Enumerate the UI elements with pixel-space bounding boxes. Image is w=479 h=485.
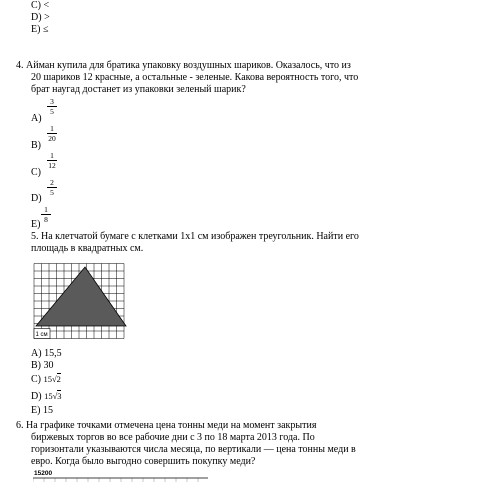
q5-option-c: C) 15√2 [31, 374, 61, 385]
q5-option-c-coef: 15 [43, 374, 52, 384]
option-e-top: E) ≤ [31, 24, 49, 35]
q5-option-a: A) 15,5 [31, 348, 62, 359]
q4-option-c-label: C) [31, 167, 41, 178]
q6-line-1: 6. На графике точками отмечена цена тонны меди на момент закрытия [16, 420, 317, 431]
q4-option-d-fraction: 2 5 [46, 178, 58, 197]
q5-option-d-root: 3 [57, 391, 62, 401]
q4-option-b-fraction: 1 20 [48, 124, 56, 143]
q5-option-b: B) 30 [31, 360, 54, 371]
q4-option-d-label: D) [31, 193, 42, 204]
q6-line-3: горизонтали указываются числа месяца, по вертикали — цена тонны меди в [31, 444, 356, 455]
option-c-top: C) < [31, 0, 50, 11]
sqrt-sign: √ [52, 391, 58, 401]
q5-line-1: 5. На клетчатой бумаге с клетками 1x1 см изображен треугольник. Найти его [31, 231, 359, 242]
graph-y-label: 15200 [34, 470, 53, 477]
q4-option-c-fraction: 1 12 [48, 151, 56, 170]
q4-option-e-fraction: 1 8 [40, 205, 52, 224]
q4-line-2: 20 шариков 12 красные, а остальные - зеленые. Какова вероятность того, что [31, 72, 359, 83]
triangle-shape [36, 267, 126, 326]
sqrt-sign: √ [52, 374, 57, 384]
q5-option-c-root: 2 [56, 374, 61, 384]
triangle-grid-figure [33, 261, 129, 341]
q4-option-a-label: A) [31, 113, 42, 124]
q6-line-4: евро. Когда было выгодно совершить покупку меди? [31, 456, 256, 467]
graph-grid [33, 478, 208, 482]
option-d-top: D) > [31, 12, 50, 23]
scale-label: 1 см [35, 332, 48, 338]
copper-price-graph [33, 474, 208, 480]
q5-line-2: площадь в квадратных см. [31, 243, 144, 254]
q4-option-a-fraction: 3 5 [46, 97, 58, 116]
q5-option-d-coef: 15 [44, 391, 53, 401]
triangle-grid-svg [33, 261, 129, 341]
q4-line-1: 4. Айман купила для братика упаковку воздушных шариков. Оказалось, что из [16, 60, 351, 71]
q4-line-3: брат наугад достанет из упаковки зеленый шарик? [31, 84, 246, 95]
q4-option-e-label: E) [31, 219, 41, 230]
q4-option-b-label: B) [31, 140, 41, 151]
graph-svg [33, 476, 208, 482]
q5-option-d: D) 15√3 [31, 391, 62, 402]
q5-option-e: E) 15 [31, 405, 53, 416]
q6-line-2: биржевых торгов во все рабочие дни с 3 по 18 марта 2013 года. По [31, 432, 315, 443]
